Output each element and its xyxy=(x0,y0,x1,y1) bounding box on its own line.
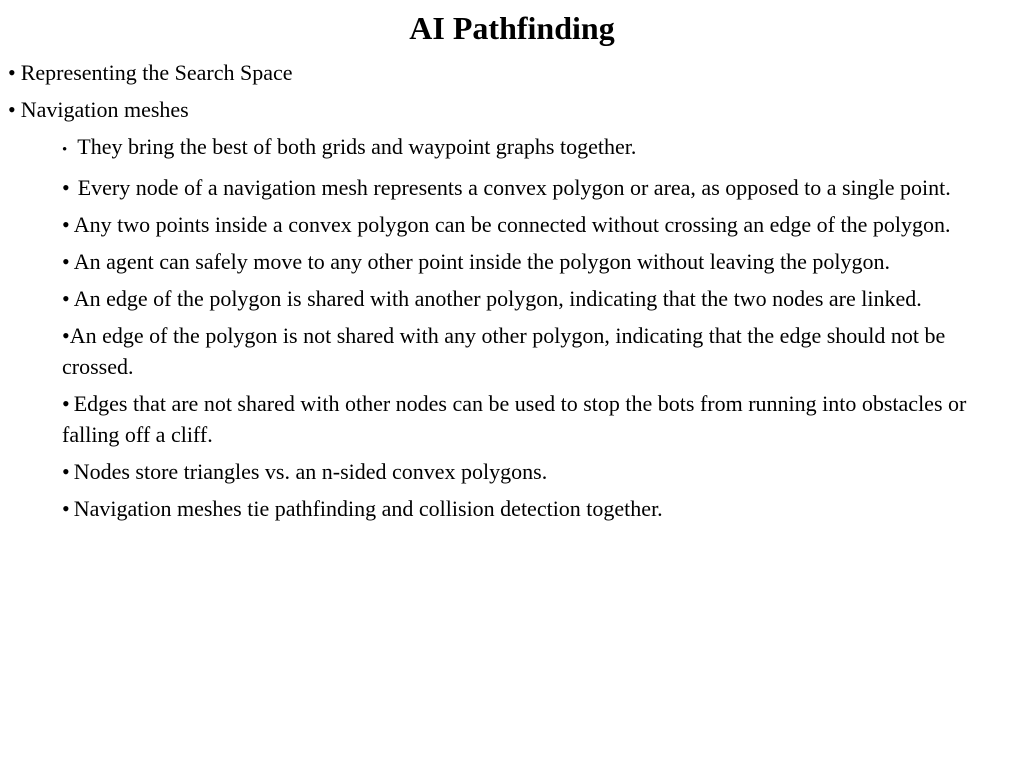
bullet-text: Edges that are not shared with other nodes can be used to stop the bots from running into obstacles or falling off a cliff. xyxy=(62,391,967,447)
bullet-text: Any two points inside a convex polygon can be connected without crossing an edge of the polygon. xyxy=(73,212,951,237)
sub-bullet-agent-safe-move xyxy=(62,246,1012,277)
bullet-marker: • xyxy=(62,391,70,416)
bullet-marker: • xyxy=(62,286,70,311)
bullet-representing-search-space xyxy=(8,59,1008,87)
bullet-marker: • xyxy=(62,459,70,484)
bullet-text: An edge of the polygon is not shared with any other polygon, indicating that the edge should not be crossed. xyxy=(62,323,946,379)
bullet-marker: • xyxy=(62,249,70,274)
bullet-text: Every node of a navigation mesh represents a convex polygon or area, as opposed to a single point. xyxy=(77,175,951,200)
sub-bullet-two-points-connected xyxy=(62,209,1012,240)
bullet-text: Nodes store triangles vs. an n-sided convex polygons. xyxy=(73,459,548,484)
bullet-navigation-meshes xyxy=(8,96,1008,124)
sub-bullet-tie-pathfinding-collision xyxy=(62,493,1012,524)
sub-bullet-best-of-both xyxy=(62,131,1012,166)
sub-bullet-edges-stop-bots xyxy=(62,388,1012,450)
bullet-text: An edge of the polygon is shared with another polygon, indicating that the two nodes are linked. xyxy=(73,286,922,311)
sub-bullet-nodes-store-triangles xyxy=(62,456,1012,487)
navigation-mesh-sub-list xyxy=(62,131,1012,530)
bullet-marker: • xyxy=(62,212,70,237)
bullet-text: They bring the best of both grids and waypoint graphs together. xyxy=(77,134,637,159)
bullet-marker: • xyxy=(8,60,16,85)
slide-title: AI Pathfinding xyxy=(409,10,615,46)
sub-bullet-unshared-edge xyxy=(62,320,1012,382)
bullet-text: Navigation meshes xyxy=(20,97,189,122)
bullet-marker: • xyxy=(62,323,70,348)
sub-bullet-convex-polygon-node xyxy=(62,172,1012,203)
bullet-text: An agent can safely move to any other point inside the polygon without leaving the polygon. xyxy=(73,249,890,274)
bullet-marker: • xyxy=(62,496,70,521)
bullet-marker: • xyxy=(62,142,68,158)
bullet-text: Representing the Search Space xyxy=(20,60,293,85)
bullet-marker: • xyxy=(8,97,16,122)
sub-bullet-shared-edge xyxy=(62,283,1012,314)
bullet-marker: • xyxy=(62,175,70,200)
bullet-text: Navigation meshes tie pathfinding and collision detection together. xyxy=(73,496,663,521)
